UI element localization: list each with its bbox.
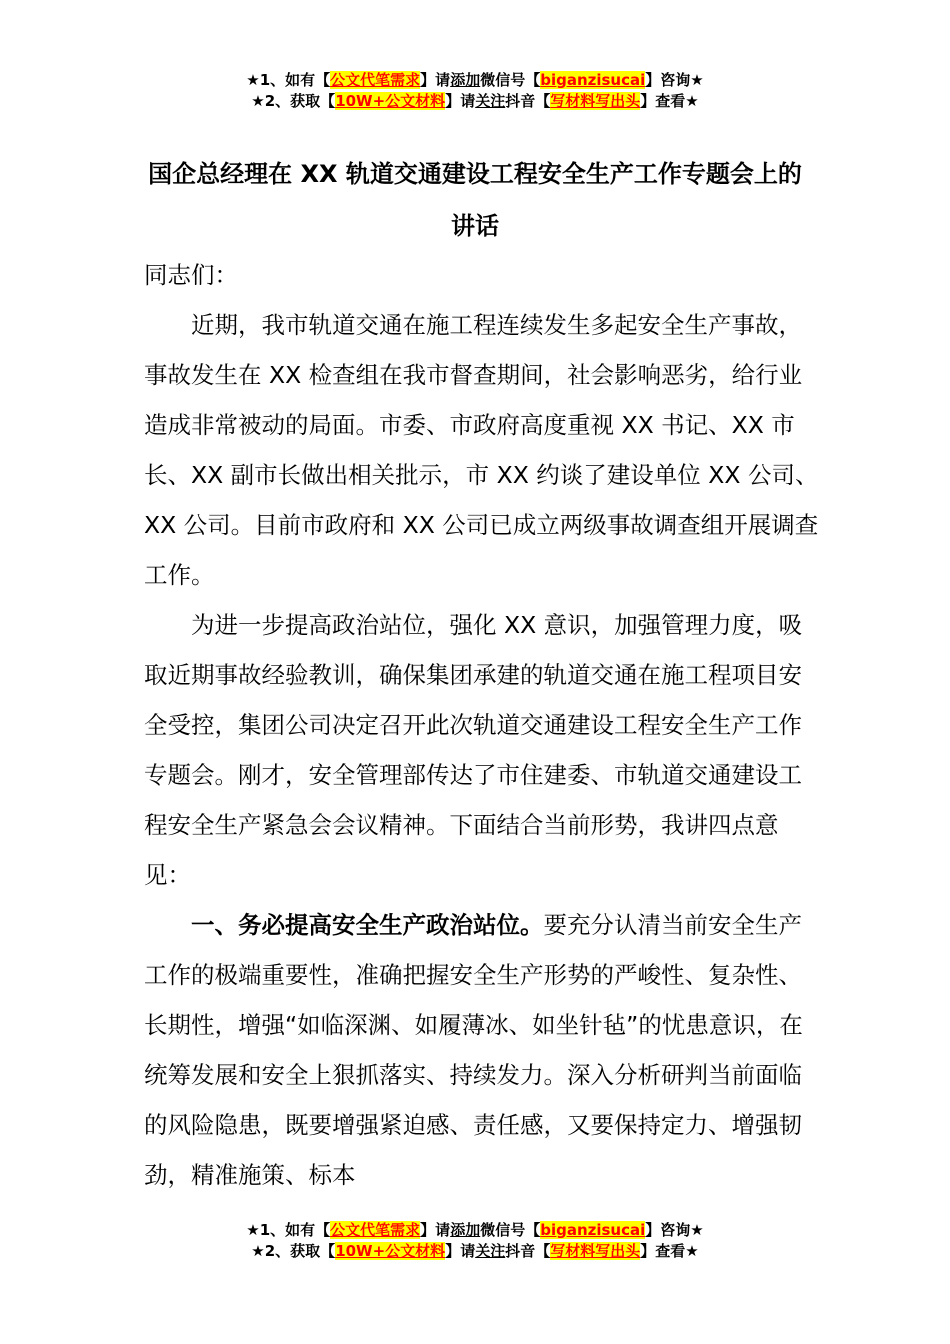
promo-text: ★2、获取【 — [251, 1242, 336, 1260]
promo-text: 】查看★ — [640, 92, 699, 110]
promo-underlined: 添加 — [450, 1221, 481, 1239]
promo-text: 微信号【 — [480, 1221, 541, 1239]
promo-text: ★1、如有【 — [246, 71, 331, 89]
document-title: 国企总经理在 XX 轨道交通建设工程安全生产工作专题会上的讲话 — [148, 160, 802, 240]
promo-line-1 — [0, 70, 950, 91]
promo-text: 】请 — [420, 71, 451, 89]
promo-text: 】请 — [445, 1242, 476, 1260]
section-text: 要充分认清当前安全生产工作的极端重要性，准确把握安全生产形势的严峻性、复杂性、长期性，增强“如临深渊、如履薄冰、如坐针毡”的忧患意识，在统筹发展和安全上狠抓落实、持续发力。深入分析研判当前面临的风险隐患，既要增强紧迫感、责任感，又要保持定力、增强韧劲，精准施策、标本 — [144, 911, 803, 1189]
promo-underlined: 关注 — [475, 1242, 506, 1260]
section-paragraph — [144, 900, 824, 1200]
salutation: 同志们： — [144, 261, 238, 289]
paragraph: 为进一步提高政治站位，强化 XX 意识，加强管理力度，吸取近期事故经验教训，确保集团承建的轨道交通在施工程项目安全受控，集团公司决定召开此次轨道交通建设工程安全生产工作专题会。刚才，安全管理部传达了市住建委、市轨道交通建设工程安全生产紧急会会议精神。下面结合当前形势，我讲四点意见： — [144, 611, 803, 889]
promo-wechat-id: biganzisucai — [540, 71, 646, 89]
promo-douyin-id: 写材料写出头 — [550, 92, 641, 110]
promo-banner-top — [0, 70, 950, 112]
promo-text: 】咨询★ — [645, 1221, 704, 1239]
promo-text: 】请 — [420, 1221, 451, 1239]
promo-line-1 — [0, 1220, 950, 1241]
promo-douyin-id: 写材料写出头 — [550, 1242, 641, 1260]
promo-text: 】查看★ — [640, 1242, 699, 1260]
promo-highlight: 10W+公文材料 — [335, 92, 446, 110]
section-heading: 一、务必提高安全生产政治站位。 — [191, 911, 544, 939]
promo-text: 】请 — [445, 92, 476, 110]
promo-line-2 — [0, 91, 950, 112]
promo-text: ★2、获取【 — [251, 92, 336, 110]
promo-text: 抖音【 — [505, 1242, 551, 1260]
promo-text: 抖音【 — [505, 92, 551, 110]
paragraph: 近期，我市轨道交通在施工程连续发生多起安全生产事故，事故发生在 XX 检查组在我市督查期间，社会影响恶劣，给行业造成非常被动的局面。市委、市政府高度重视 XX 书记、XX 市长、XX 副市长做出相关批示，市 XX 约谈了建设单位 XX 公司、XX 公司。目前市政府和 XX 公司已成立两级事故调查组开展调查工作。 — [144, 311, 819, 589]
promo-underlined: 添加 — [450, 71, 481, 89]
promo-wechat-id: biganzisucai — [540, 1221, 646, 1239]
promo-underlined: 关注 — [475, 92, 506, 110]
promo-highlight: 10W+公文材料 — [335, 1242, 446, 1260]
promo-highlight: 公文代笔需求 — [330, 1221, 421, 1239]
document-body — [144, 250, 824, 1200]
promo-highlight: 公文代笔需求 — [330, 71, 421, 89]
promo-text: 】咨询★ — [645, 71, 704, 89]
promo-line-2 — [0, 1241, 950, 1262]
promo-text: 微信号【 — [480, 71, 541, 89]
promo-text: ★1、如有【 — [246, 1221, 331, 1239]
promo-banner-bottom — [0, 1220, 950, 1262]
